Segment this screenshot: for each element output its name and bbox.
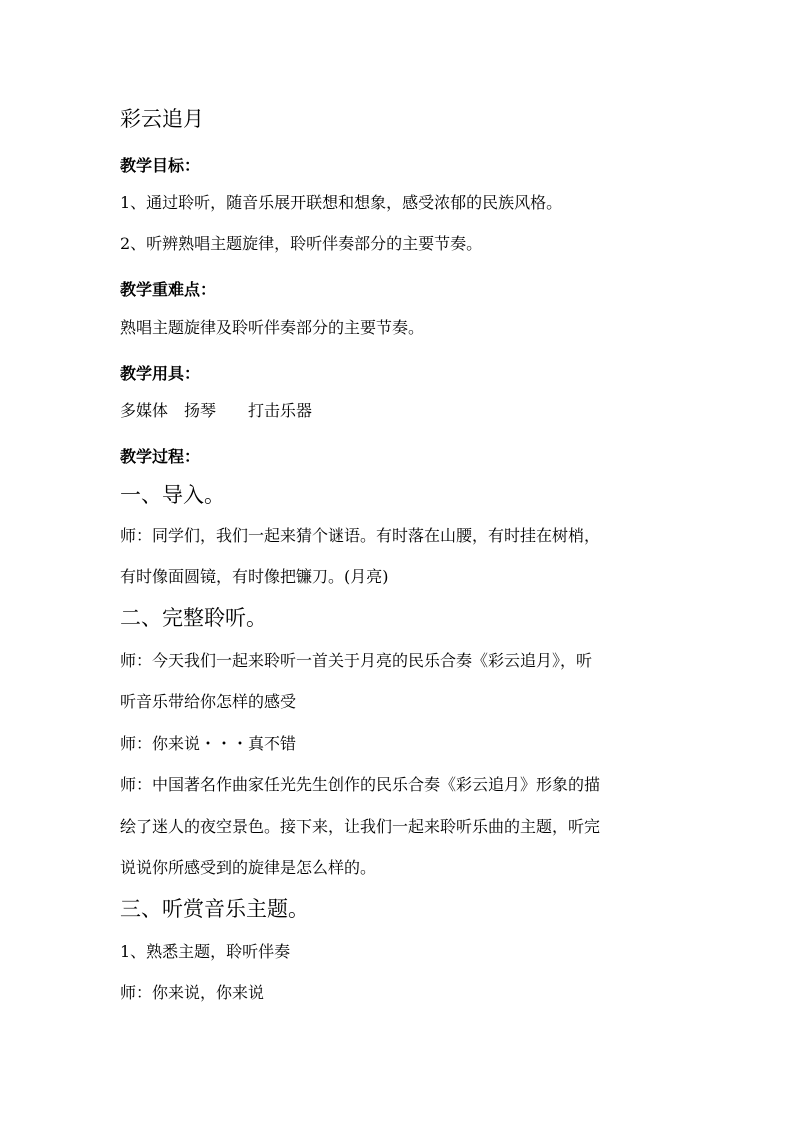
- section-3-line-1: 1、熟悉主题，聆听伴奏: [120, 942, 291, 961]
- section-2-line-4: 师：中国著名作曲家任光先生创作的民乐合奏《彩云追月》形象的描: [120, 775, 601, 794]
- document-title: 彩云追月: [120, 107, 204, 131]
- goal-item-1: 1、通过聆听，随音乐展开联想和想象，感受浓郁的民族风格。: [120, 193, 563, 212]
- section-2-line-2: 听音乐带给你怎样的感受: [120, 692, 297, 711]
- section-2-line-6: 说说你所感受到的旋律是怎么样的。: [120, 858, 377, 877]
- tools-heading: 教学用具：: [120, 364, 201, 383]
- section-heading-1: 一、导入。: [120, 483, 225, 507]
- section-2-line-3: 师：你来说・・・真不错: [120, 734, 297, 753]
- section-heading-2: 二、完整聆听。: [120, 606, 267, 630]
- section-1-line-1: 师：同学们，我们一起来猜个谜语。有时落在山腰，有时挂在树梢，: [120, 526, 601, 545]
- section-2-line-1: 师：今天我们一起来聆听一首关于月亮的民乐合奏《彩云追月》，听: [120, 651, 593, 670]
- section-1-line-2: 有时像面圆镜，有时像把镰刀。(月亮): [120, 567, 389, 586]
- key-points-text: 熟唱主题旋律及聆听伴奏部分的主要节奏。: [120, 318, 425, 337]
- goal-item-2: 2、听辨熟唱主题旋律，聆听伴奏部分的主要节奏。: [120, 234, 483, 253]
- section-heading-3: 三、听赏音乐主题。: [120, 897, 309, 921]
- process-heading: 教学过程：: [120, 447, 201, 466]
- key-points-heading: 教学重难点：: [120, 280, 217, 299]
- section-2-line-5: 绘了迷人的夜空景色。接下来，让我们一起来聆听乐曲的主题，听完: [120, 817, 601, 836]
- tools-text: 多媒体 扬琴 打击乐器: [120, 401, 313, 420]
- goals-heading: 教学目标：: [120, 156, 201, 175]
- section-3-line-2: 师：你来说，你来说: [120, 983, 265, 1002]
